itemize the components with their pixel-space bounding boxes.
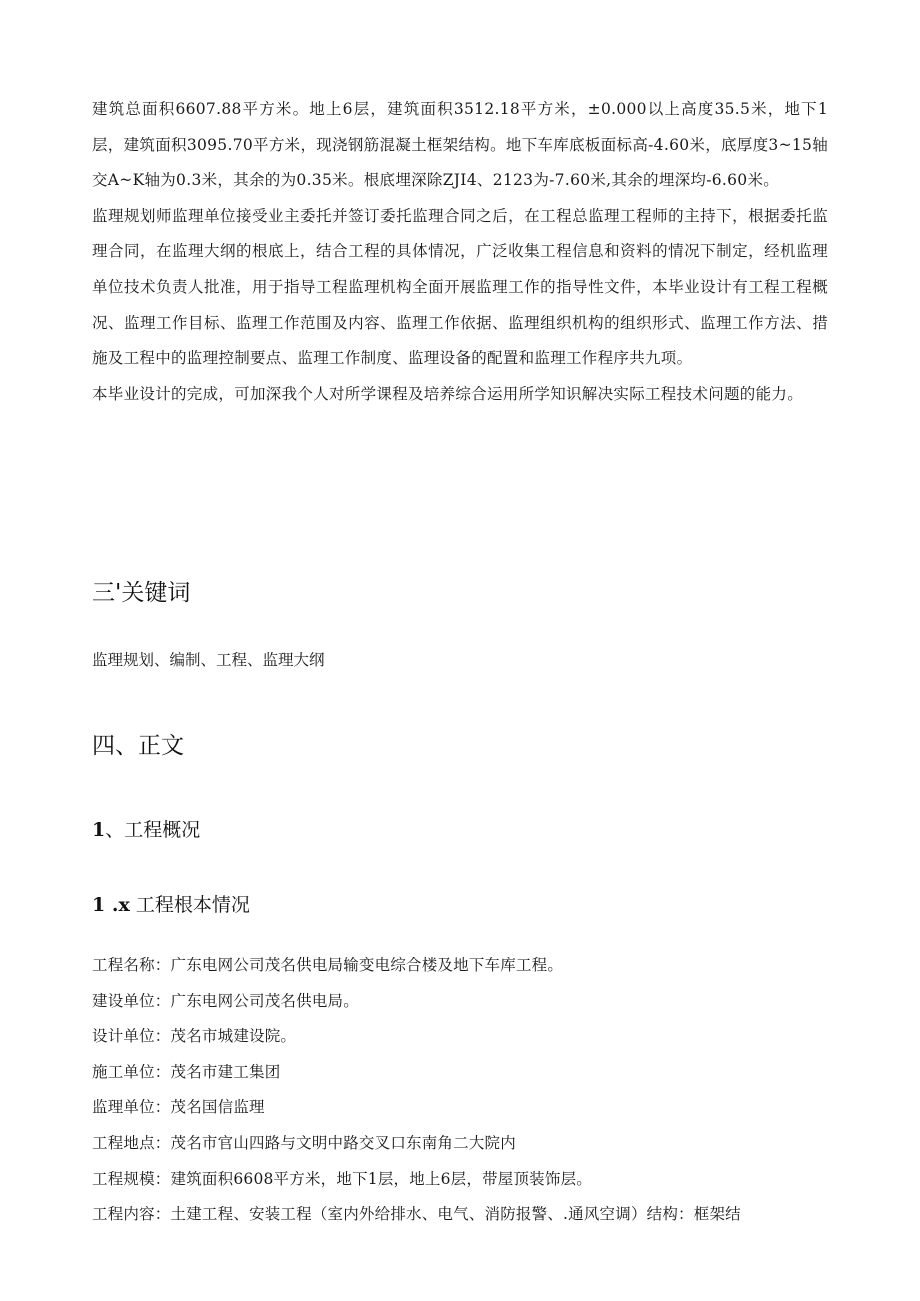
intro-section [92,92,828,412]
info-label: 监理单位： [92,1098,171,1117]
intro-paragraph-building-area: 建筑总面积6607.88平方米。地上6层，建筑面积3512.18平方米，±0.000以上高度35.5米，地下1层，建筑面积3095.70平方米，现浇钢筋混凝土框架结构。地下车库底板面标高-4.60米，底厚度3~15轴交A~K轴为0.3米，其余的为0.35米。根底埋深除ZJI4、2123为-7.60米,其余的埋深均-6.60米。 [92,100,828,190]
subsection-basic-info-heading [92,890,250,917]
project-info-list [92,948,832,1233]
info-value: 土建工程、安装工程（室内外给排水、电气、消防报警、.通风空调）结构：框架结 [170,1205,741,1224]
info-value: 茂名国信监理 [170,1098,265,1117]
subsection-project-overview-heading [92,815,200,842]
info-label: 工程规模： [92,1169,171,1188]
info-item-contractor [92,1055,832,1091]
info-label: 施工单位： [92,1062,171,1081]
info-value: 茂名市城建设院。 [170,1027,297,1046]
info-item-scale [92,1162,832,1198]
subsection-number: 1 .x [92,894,130,916]
info-value: 茂名市建工集团 [170,1062,281,1081]
info-label: 工程内容： [92,1205,171,1224]
info-item-project-name [92,948,832,984]
info-label: 设计单位： [92,1027,171,1046]
info-item-owner [92,984,832,1020]
section-body-heading: 四、正文 [92,733,184,759]
info-value: 茂名市官山四路与文明中路交叉口东南角二大院内 [170,1133,516,1152]
info-item-supervisor [92,1090,832,1126]
info-value: 广东电网公司茂名供电局输变电综合楼及地下车库工程。 [170,956,564,974]
info-value: 建筑面积6608平方米，地下1层，地上6层，带屋顶装饰层。 [170,1169,592,1188]
info-label: 工程地点： [92,1133,171,1152]
info-label: 建设单位： [92,991,171,1010]
subsection-number: 1 [92,819,106,841]
subsection-title: 工程根本情况 [135,894,250,916]
subsection-title: 、工程概况 [105,819,201,841]
section-keywords-heading: 三'关键词 [92,580,191,606]
info-item-content [92,1197,832,1233]
info-item-designer [92,1019,832,1055]
intro-paragraph-supervision-plan: 监理规划师监理单位接受业主委托并签订委托监理合同之后，在工程总监理工程师的主持下，根据委托监理合同，在监理大纲的根底上，结合工程的具体情况，广泛收集工程信息和资料的情况下制定，经机监理单位技术负责人批准，用于指导工程监理机构全面开展监理工作的指导性文件，本毕业设计有工程工程概况、监理工作目标、监理工作范围及内容、监理工作依据、监理组织机构的组织形式、监理工作方法、措施及工程中的监理控制要点、监理工作制度、监理设备的配置和监理工作程序共九项。 [92,206,828,368]
intro-paragraph-conclusion: 本毕业设计的完成，可加深我个人对所学课程及培养综合运用所学知识解决实际工程技术问题的能力。 [92,384,804,403]
info-label: 工程名称： [92,956,171,974]
info-value: 广东电网公司茂名供电局。 [170,991,359,1010]
keywords-text: 监理规划、编制、工程、监理大纲 [92,651,325,669]
info-item-location [92,1126,832,1162]
